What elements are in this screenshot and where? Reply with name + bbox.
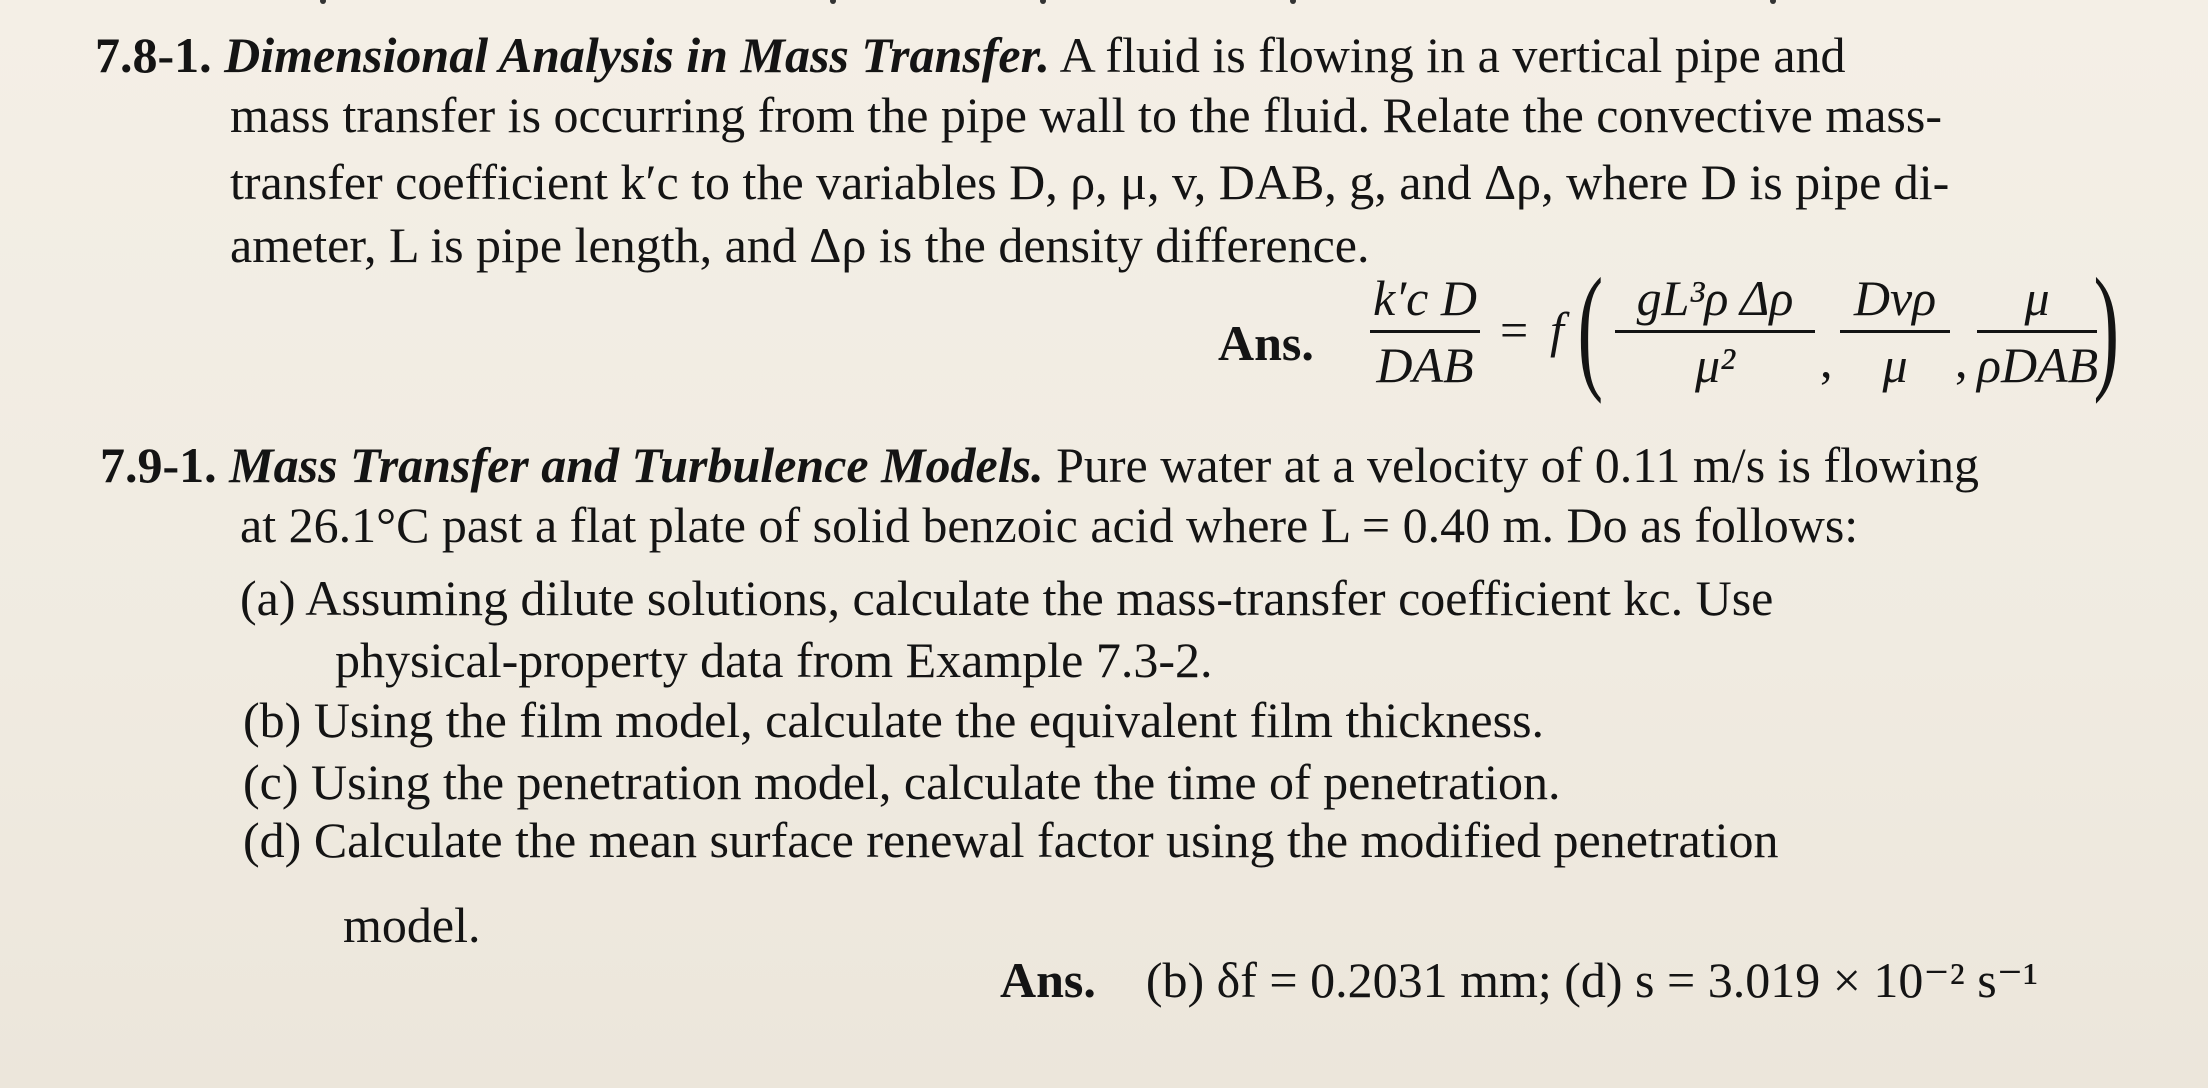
part-label: (b) (243, 692, 302, 748)
function-f: f (1550, 302, 1564, 358)
answer-equation (1215, 250, 2135, 410)
right-paren: ) (2093, 250, 2120, 405)
part-text: Assuming dilute solutions, calculate the mass-transfer coefficient kc. Use (305, 570, 1774, 626)
problem-text-line: transfer coefficient k′c to the variables D, ρ, μ, v, DAB, g, and Δρ, where D is pipe di- (230, 154, 1950, 210)
part-text: Using the penetration model, calculate the time of penetration. (311, 754, 1561, 810)
answer-label: Ans. (1000, 952, 1096, 1008)
part-label: (a) (240, 570, 296, 626)
problem-number: 7.9-1. (100, 437, 217, 493)
term2-denominator: μ (1882, 337, 1908, 393)
problem-title: Mass Transfer and Turbulence Models. (229, 437, 1044, 493)
term3-numerator: μ (2024, 270, 2050, 326)
answer-line (1000, 950, 2038, 1010)
problem-text-line: Pure water at a velocity of 0.11 m/s is flowing (1056, 437, 1980, 493)
answer-label: Ans. (1218, 315, 1314, 371)
bleed-through (120, 140, 130, 187)
part-a (240, 568, 1773, 628)
term2-fraction (1840, 270, 1950, 393)
left-paren: ( (1577, 250, 1604, 405)
lhs-numerator: k′c D (1373, 270, 1477, 326)
part-label: (d) (243, 812, 302, 868)
part-text: Calculate the mean surface renewal factor using the modified penetration (313, 812, 1779, 868)
lhs-denominator: DAB (1376, 337, 1474, 393)
answer-text: (b) δf = 0.2031 mm; (d) s = 3.019 × 10⁻² s⁻¹ (1145, 952, 2039, 1008)
problem-text-line: mass transfer is occurring from the pipe wall to the fluid. Relate the convective mass- (230, 87, 1942, 143)
term1-fraction (1615, 270, 1815, 393)
comma: , (1820, 332, 1833, 388)
part-a-continued: physical-property data from Example 7.3-2. (335, 632, 1213, 688)
problem-text-line: at 26.1°C past a flat plate of solid benzoic acid where L = 0.40 m. Do as follows: (240, 497, 1859, 553)
term3-fraction (1977, 270, 2097, 393)
problem-header (100, 435, 1979, 495)
part-label: (c) (243, 754, 299, 810)
equals-sign: = (1500, 302, 1529, 358)
term2-numerator: Dvρ (1853, 270, 1937, 326)
problem-text-line: A fluid is flowing in a vertical pipe and (1059, 27, 1846, 83)
part-c (243, 752, 1561, 812)
part-d-continued: model. (343, 897, 481, 953)
comma: , (1955, 332, 1968, 388)
term1-denominator: μ² (1694, 337, 1736, 393)
problem-text-line: ameter, L is pipe length, and Δρ is the density difference. (230, 217, 1370, 273)
part-b (243, 690, 1544, 750)
problem-title: Dimensional Analysis in Mass Transfer. (224, 27, 1050, 83)
problem-number: 7.8-1. (95, 27, 212, 83)
term3-denominator: ρDAB (1977, 337, 2099, 393)
part-text: Using the film model, calculate the equivalent film thickness. (313, 692, 1545, 748)
term1-numerator: gL³ρ Δρ (1636, 270, 1794, 326)
lhs-fraction (1370, 270, 1480, 393)
cropped-top-line (0, 0, 2208, 8)
problem-header (95, 25, 1846, 85)
part-d (243, 810, 1778, 870)
